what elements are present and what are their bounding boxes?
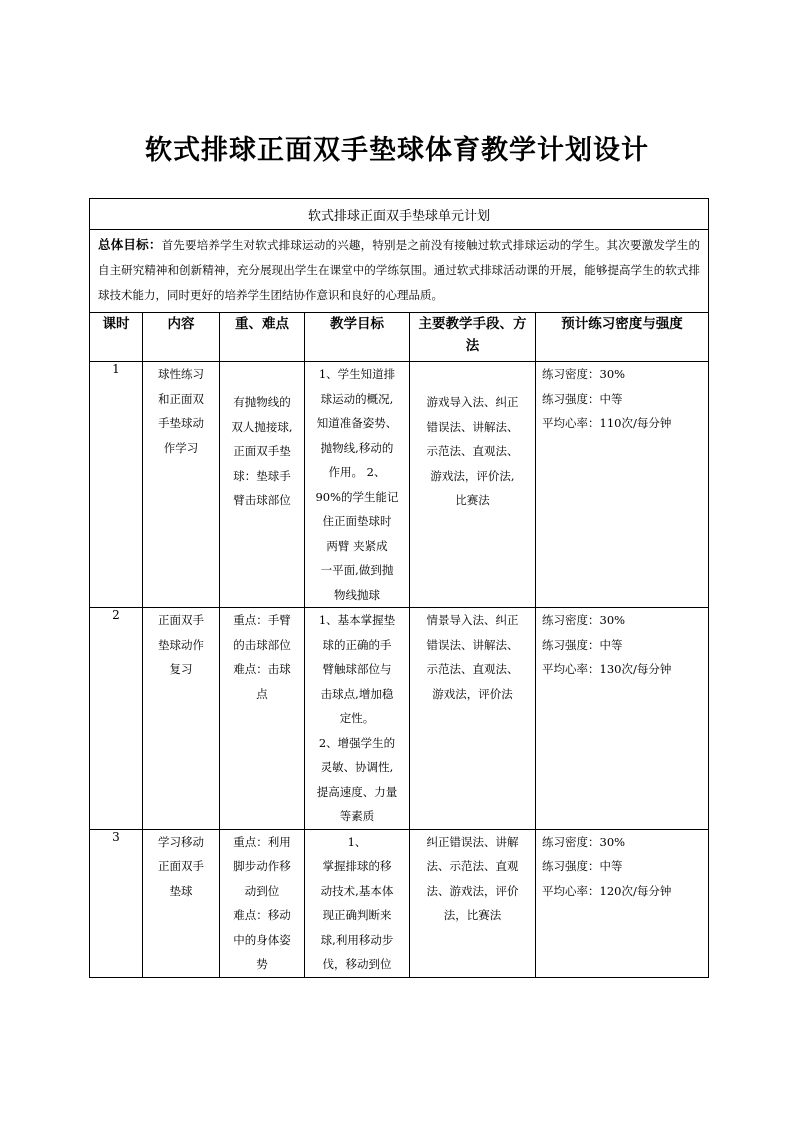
lesson-number: 3 xyxy=(90,829,143,977)
key-points-cell-line: 点 xyxy=(256,686,268,701)
objectives-cell-line: 球的正确的手 xyxy=(322,637,392,652)
objectives-cell-line: 定性。 xyxy=(339,711,375,725)
objectives-cell-line: 1、学生知道排 xyxy=(318,367,396,381)
key-points-cell xyxy=(220,829,305,977)
header-content: 内容 xyxy=(143,313,220,362)
objectives-cell-line: 臂触球部位与 xyxy=(322,662,392,676)
content-cell-line: 和正面双 xyxy=(158,391,204,406)
methods-cell-line: 错误法、讲解法、 xyxy=(426,419,519,434)
header-objectives xyxy=(305,313,410,362)
document-title: 软式排球正面双手垫球体育教学计划设计 xyxy=(145,135,649,166)
objectives-cell-line: 住正面垫球时 xyxy=(322,514,392,528)
table-body xyxy=(90,362,709,978)
intensity-cell-line: 练习强度：中等 xyxy=(542,391,623,406)
key-points-cell-line: 难点：移动 xyxy=(233,908,291,922)
key-points-cell-line: 正面双手垫 xyxy=(233,444,291,458)
intensity-cell xyxy=(536,829,709,977)
methods-cell-line: 示范法、直观法、 xyxy=(426,662,519,676)
intensity-cell xyxy=(536,608,709,830)
objectives-cell-line: 等素质 xyxy=(339,809,375,823)
objectives-cell-line: 1、基本掌握垫 xyxy=(318,613,396,627)
methods-cell-line: 法，比赛法 xyxy=(443,908,502,922)
lesson-number: 1 xyxy=(90,362,143,608)
key-points-cell-line: 动到位 xyxy=(244,883,280,898)
content-cell xyxy=(143,829,220,977)
methods-cell-line: 纠正错误法、讲解 xyxy=(426,834,519,849)
objectives-cell-line: 灵敏、协调性, xyxy=(320,760,394,774)
methods-cell-line: 示范法、直观法、 xyxy=(426,444,519,458)
methods-cell-line: 错误法、讲解法、 xyxy=(426,637,519,652)
key-points-cell-line: 重点：手臂 xyxy=(233,613,291,627)
objectives-cell-line: 掌握排球的移 xyxy=(322,859,392,873)
intensity-cell-line: 平均心率：120次/每分钟 xyxy=(542,883,672,898)
content-cell-line: 正面双手 xyxy=(158,613,204,627)
objectives-cell-line: 1、 xyxy=(347,834,367,849)
table-row xyxy=(90,608,709,830)
key-points-cell-line: 脚步动作移 xyxy=(233,859,291,873)
key-points-cell-line: 臂击球部位 xyxy=(233,493,291,507)
objectives-cell xyxy=(305,608,410,830)
table-row xyxy=(90,829,709,977)
header-objectives-label: 教学目标 xyxy=(330,316,384,332)
objectives-cell-line: 知道准备姿势、 xyxy=(316,416,398,430)
objectives-cell-line: 动技术,基本体 xyxy=(320,883,394,898)
objectives-cell-line: 球运动的概况, xyxy=(320,391,394,406)
key-points-cell-line: 的击球部位 xyxy=(233,637,291,652)
objectives-cell-line: 伐，移动到位 xyxy=(322,957,392,971)
methods-cell-line: 情景导入法、纠正 xyxy=(426,613,519,627)
content-cell xyxy=(143,608,220,830)
methods-cell-line: 游戏导入法、纠正 xyxy=(426,395,519,409)
key-points-cell-line: 中的身体姿 xyxy=(233,932,291,947)
content-cell-line: 垫球 xyxy=(169,883,193,898)
methods-cell-line: 游戏法，评价法, xyxy=(430,468,515,483)
table-header-row xyxy=(90,313,709,362)
intensity-cell-line: 练习密度：30% xyxy=(542,834,626,849)
methods-cell-line: 比赛法 xyxy=(455,493,490,507)
goal-label: 总体目标： xyxy=(98,237,162,252)
lesson-number: 2 xyxy=(90,608,143,830)
key-points-cell-line: 重点：利用 xyxy=(233,834,291,849)
objectives-cell-line: 物线抛球 xyxy=(334,587,380,602)
intensity-cell-line: 练习强度：中等 xyxy=(542,859,623,873)
intensity-cell xyxy=(536,362,709,608)
objectives-cell-line: 两臂 夹紧成 xyxy=(326,538,388,553)
objectives-cell-line: 一平面,做到抛 xyxy=(320,563,394,577)
overall-goal xyxy=(90,230,709,313)
methods-cell xyxy=(410,608,536,830)
methods-cell-line: 法、示范法、直观 xyxy=(426,859,519,873)
objectives-cell xyxy=(305,362,410,608)
header-key-points: 重、难点 xyxy=(220,313,305,362)
objectives-cell-line: 击球点,增加稳 xyxy=(320,686,394,701)
header-intensity: 预计练习密度与强度 xyxy=(536,313,709,362)
intensity-cell-line: 练习密度：30% xyxy=(542,613,626,627)
methods-cell xyxy=(410,362,536,608)
header-methods: 主要教学手段、方法 xyxy=(410,313,536,362)
content-cell-line: 垫球动作 xyxy=(158,637,204,652)
objectives-cell-line: 2、增强学生的 xyxy=(318,735,396,750)
content-cell xyxy=(143,362,220,608)
key-points-cell xyxy=(220,362,305,608)
objectives-cell-line: 90%的学生能记 xyxy=(315,489,399,504)
key-points-cell-line: 双人抛接球, xyxy=(231,419,293,434)
key-points-cell-line: 球：垫球手 xyxy=(233,468,291,483)
objectives-cell-line: 球,利用移动步 xyxy=(320,932,394,947)
key-points-cell xyxy=(220,608,305,830)
content-cell-line: 学习移动 xyxy=(158,834,204,849)
table-row xyxy=(90,362,709,608)
table-caption: 软式排球正面双手垫球单元计划 xyxy=(90,199,709,230)
key-points-cell-line: 有抛物线的 xyxy=(233,395,291,409)
objectives-cell xyxy=(305,829,410,977)
key-points-cell-line: 难点：击球 xyxy=(233,662,291,676)
objectives-cell-line: 作用。 2、 xyxy=(328,465,386,479)
objectives-cell-line: 现正确判断来 xyxy=(322,908,392,922)
intensity-cell-line: 平均心率：110次/每分钟 xyxy=(542,416,672,430)
content-cell-line: 球性练习 xyxy=(158,367,204,381)
content-cell-line: 作学习 xyxy=(163,440,199,455)
methods-cell-line: 游戏法，评价法 xyxy=(432,686,513,701)
methods-cell-line: 法、游戏法，评价 xyxy=(426,883,519,898)
content-cell-line: 复习 xyxy=(169,662,193,676)
objectives-cell-line: 提高速度、力量 xyxy=(316,784,398,799)
intensity-cell-line: 平均心率：130次/每分钟 xyxy=(542,662,672,676)
goal-text: 首先要培养学生对软式排球运动的兴趣，特别是之前没有接触过软式排球运动的学生。其次要激发学生的自主研究精神和创新精神，充分展现出学生在课堂中的学练氛围。通过软式排球活动课的开展，能够提高学生的软式排球技术能力，同时更好的培养学生团结协作意识和良好的心理品质。 xyxy=(98,238,701,302)
header-lesson: 课时 xyxy=(90,313,143,362)
unit-plan-table xyxy=(89,198,709,978)
methods-cell xyxy=(410,829,536,977)
objectives-cell-line: 抛物线,移动的 xyxy=(320,440,394,455)
content-cell-line: 正面双手 xyxy=(158,859,204,873)
content-cell-line: 手垫球动 xyxy=(158,416,204,430)
intensity-cell-line: 练习密度：30% xyxy=(542,367,626,381)
intensity-cell-line: 练习强度：中等 xyxy=(542,637,623,652)
key-points-cell-line: 势 xyxy=(256,957,268,971)
